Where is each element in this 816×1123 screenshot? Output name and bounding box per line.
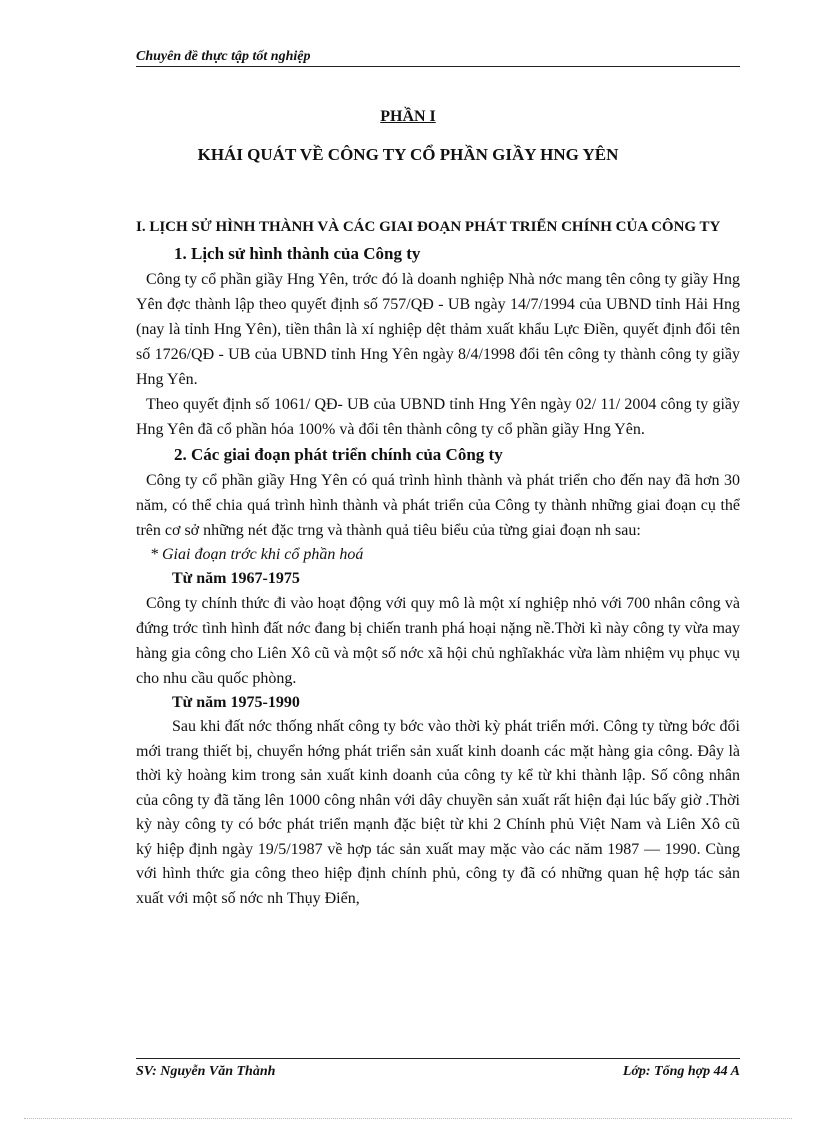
running-footer <box>136 1058 740 1082</box>
body-text <box>136 214 740 911</box>
chapter-title: KHÁI QUÁT VỀ CÔNG TY CỔ PHẦN GIẦY HNG YÊN <box>197 145 619 164</box>
page-divider <box>24 1118 792 1119</box>
running-header: Chuyên đề thực tập tốt nghiệp <box>136 48 740 67</box>
footer-class: Lớp: Tổng hợp 44 A <box>622 1064 740 1079</box>
stage-heading: * Giai đoạn trớc khi cổ phần hoá <box>150 546 364 563</box>
paragraph: Theo quyết định số 1061/ QĐ- UB của UBND tỉnh Hng Yên ngày 02/ 11/ 2004 công ty giầy Hng Yên đã cổ phần hóa 100% và đổi tên thành công ty cổ phần giầy Hng Yên. <box>136 396 740 438</box>
footer-student: SV: Nguyễn Văn Thành <box>136 1064 276 1079</box>
subsection-heading: 2. Các giai đoạn phát triển chính của Công ty <box>174 445 503 464</box>
paragraph: Công ty cổ phần giầy Hng Yên, trớc đó là doanh nghiệp Nhà nớc mang tên công ty giầy Hng Yên đợc thành lập theo quyết định số 757/QĐ - UB ngày 14/7/1994 của UBND tỉnh Hải Hng (nay là tỉnh Hng Yên), tiền thân là xí nghiệp dệt thảm xuất khẩu Lực Điền, quyết định đổi tên số 1726/QĐ - UB của UBND tỉnh Hng Yên ngày 8/4/1998 đổi tên công ty thành công ty giầy Hng Yên. <box>136 271 740 388</box>
paragraph: Công ty chính thức đi vào hoạt động với quy mô là một xí nghiệp nhỏ với 700 nhân công và đứng trớc tình hình đất nớc đang bị chiến tranh phá hoại nặng nề.Thời kì này công ty vừa may hàng gia công cho Liên Xô cũ và một số nớc xã hội chủ nghĩakhác vừa làm nhiệm vụ phục vụ cho nhu cầu quốc phòng. <box>136 595 740 687</box>
part-heading: PHẦN I <box>380 108 436 125</box>
paragraph: Công ty cổ phần giầy Hng Yên có quá trình hình thành và phát triển cho đến nay đã hơn 30 năm, có thể chia quá trình hình thành và phát triển của Công ty thành những giai đoạn cụ thể trên cơ sở những nét đặc trng và thành quả tiêu biểu của từng giai đoạn nh sau: <box>136 472 740 539</box>
section-heading: I. LỊCH SỬ HÌNH THÀNH VÀ CÁC GIAI ĐOẠN PHÁT TRIỂN CHÍNH CỦA CÔNG TY <box>136 219 721 235</box>
period-heading: Từ năm 1967-1975 <box>172 570 300 587</box>
period-heading: Từ năm 1975-1990 <box>172 694 300 711</box>
paragraph: Sau khi đất nớc thống nhất công ty bớc vào thời kỳ phát triển mới. Công ty từng bớc đổi mới trang thiết bị, chuyển hớng phát triển sản xuất kinh doanh các mặt hàng gia công. Đây là thời kỳ hoàng kim trong sản xuất kinh doanh của công ty kể từ khi thành lập. Số công nhân của công ty đã tăng lên 1000 công nhân với dây chuyền sản xuất rất hiện đại lúc bấy giờ .Thời kỳ này công ty có bớc phát triển mạnh đặc biệt từ khi 2 Chính phủ Việt Nam và Liên Xô cũ ký hiệp định ngày 19/5/1987 về hợp tác sản xuất may mặc vào các năm 1987 — 1990. Cùng với hình thức gia công theo hiệp định chính phủ, công ty đã có những quan hệ hợp tác sản xuất với một số nớc nh Thụy Điển, <box>136 718 740 907</box>
subsection-heading: 1. Lịch sử hình thành của Công ty <box>174 244 421 263</box>
